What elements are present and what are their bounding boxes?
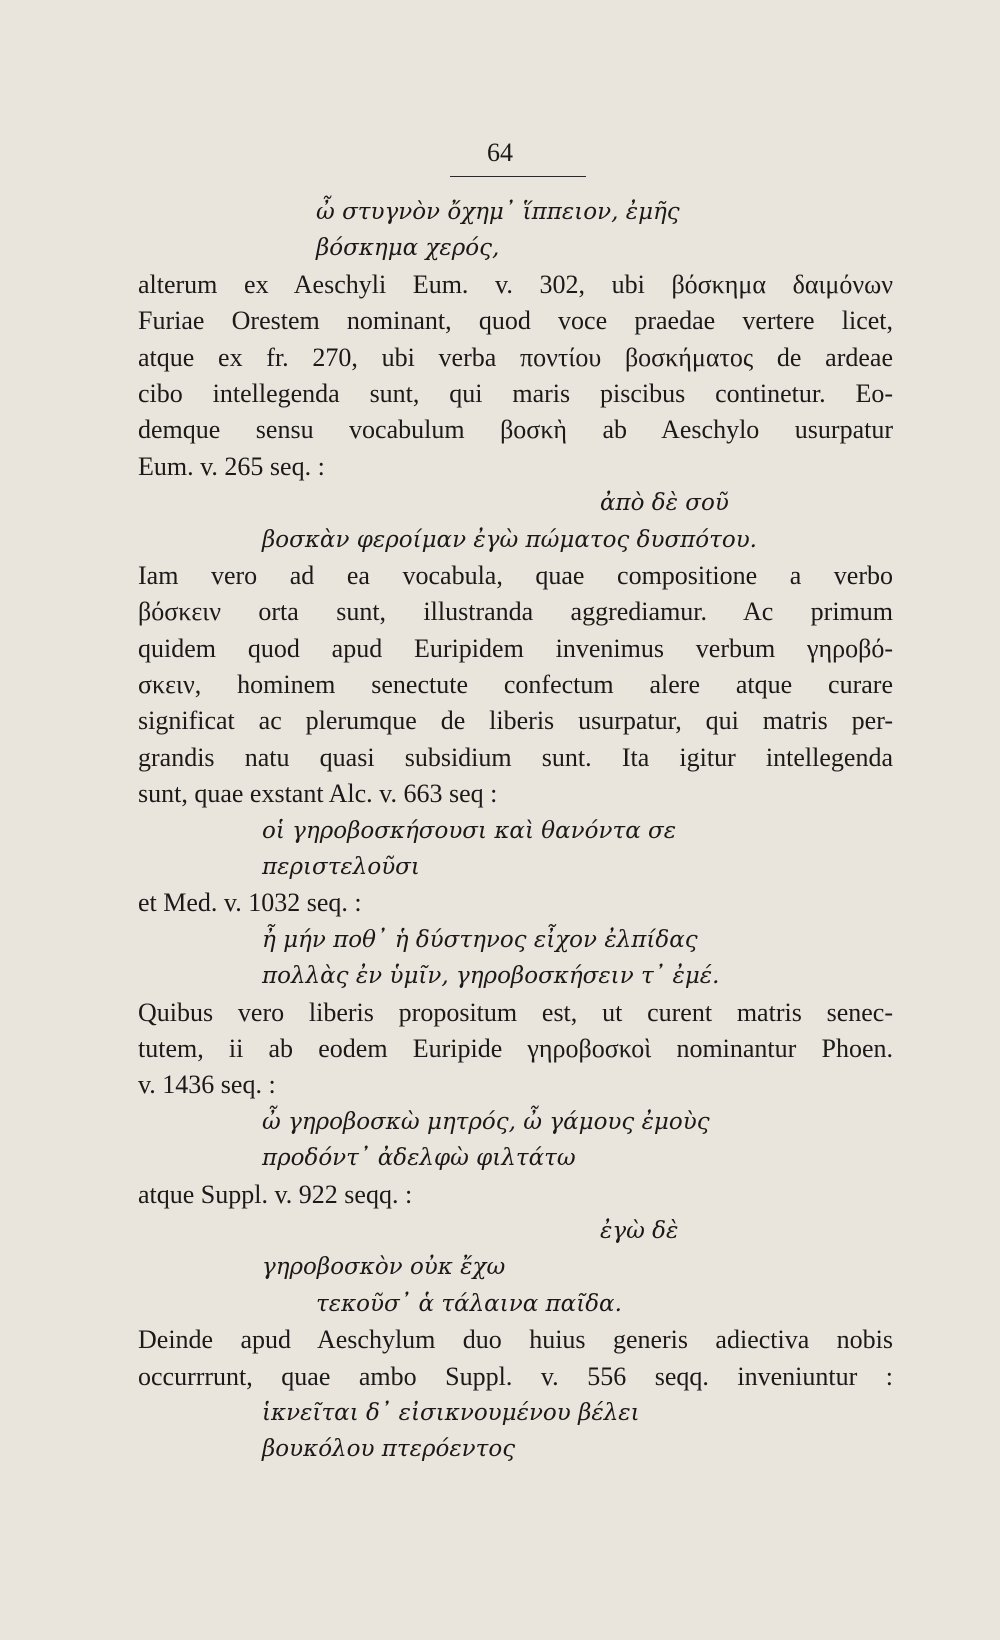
greek-quote-line: γηροβοσκὸν οὐκ ἔχω — [262, 1254, 506, 1281]
greek-quote-line: βουκόλου πτερόεντος — [262, 1436, 516, 1463]
header-rule — [450, 176, 586, 177]
greek-quote-line: ὦ στυγνὸν ὄχημ᾿ ἵππειον, ἐμῆς — [316, 199, 680, 225]
text-line: σκειν, hominem senectute confectum alere atque curare — [138, 670, 893, 700]
greek-quote-line: ὦ γηροβοσκὼ μητρός, ὦ γάμους ἐμοὺς — [262, 1108, 710, 1135]
greek-quote-line: τεκοῦσ᾿ ἁ τάλαινα παῖδα. — [316, 1290, 622, 1317]
text-line: quidem quod apud Euripidem invenimus verbum γηροβό- — [138, 633, 893, 663]
text-line: atque Suppl. v. 922 seqq. : — [138, 1179, 413, 1209]
text-line: Eum. v. 265 seq. : — [138, 451, 325, 481]
text-line: v. 1436 seq. : — [138, 1070, 276, 1100]
greek-quote-line: πολλὰς ἐν ὑμῖν, γηροβοσκήσειν τ᾿ ἐμέ. — [262, 963, 720, 990]
text-line: occurrrunt, quae ambo Suppl. v. 556 seqq. inveniuntur : — [138, 1361, 893, 1391]
greek-quote-line: ἱκνεῖται δ᾿ εἰσικνουμένου βέλει — [262, 1399, 640, 1426]
text-line: et Med. v. 1032 seq. : — [138, 888, 362, 918]
text-line: Furiae Orestem nominant, quod voce praedae vertere licet, — [138, 306, 893, 336]
page-number: 64 — [487, 138, 513, 167]
text-line: grandis natu quasi subsidium sunt. Ita igitur intellegenda — [138, 742, 893, 772]
text-line: Deinde apud Aeschylum duo huius generis adiectiva nobis — [138, 1325, 893, 1355]
greek-quote-line: οἱ γηροβοσκήσουσι καὶ θανόντα σε — [262, 817, 677, 844]
text-line: Iam vero ad ea vocabula, quae compositione a verbo — [138, 560, 893, 590]
page-body — [138, 194, 893, 1468]
greek-quote-line: προδόντ᾿ ἀδελφὼ φιλτάτω — [262, 1145, 576, 1172]
text-line: atque ex fr. 270, ubi verba ποντίου βοσκήματος de ardeae — [138, 342, 893, 372]
greek-quote-line: βοσκὰν φεροίμαν ἐγὼ πώματος δυσπότου. — [262, 526, 757, 553]
greek-quote-line: βόσκημα χερός, — [316, 235, 500, 262]
greek-quote-line: περιστελοῦσι — [262, 854, 420, 881]
greek-quote-line: ἀπὸ δὲ σοῦ — [600, 490, 729, 517]
text-line: βόσκειν orta sunt, illustranda aggrediamur. Ac primum — [138, 597, 893, 627]
text-line: sunt, quae exstant Alc. v. 663 seq : — [138, 779, 498, 809]
text-line: tutem, ii ab eodem Euripide γηροβοσκοὶ nominantur Phoen. — [138, 1033, 893, 1063]
greek-quote-line: ἐγὼ δὲ — [600, 1217, 679, 1244]
text-line: Quibus vero liberis propositum est, ut curent matris senec- — [138, 997, 893, 1027]
text-line: demque sensu vocabulum βοσκὴ ab Aeschylo usurpatur — [138, 415, 893, 445]
text-line: significat ac plerumque de liberis usurpatur, qui matris per- — [138, 706, 893, 736]
text-line: alterum ex Aeschyli Eum. v. 302, ubi βόσκημα δαιμόνων — [138, 269, 893, 299]
greek-quote-line: ἦ μήν ποθ᾿ ἡ δύστηνος εἶχον ἐλπίδας — [262, 926, 698, 953]
text-line: cibo intellegenda sunt, qui maris piscibus continetur. Eo- — [138, 378, 893, 408]
